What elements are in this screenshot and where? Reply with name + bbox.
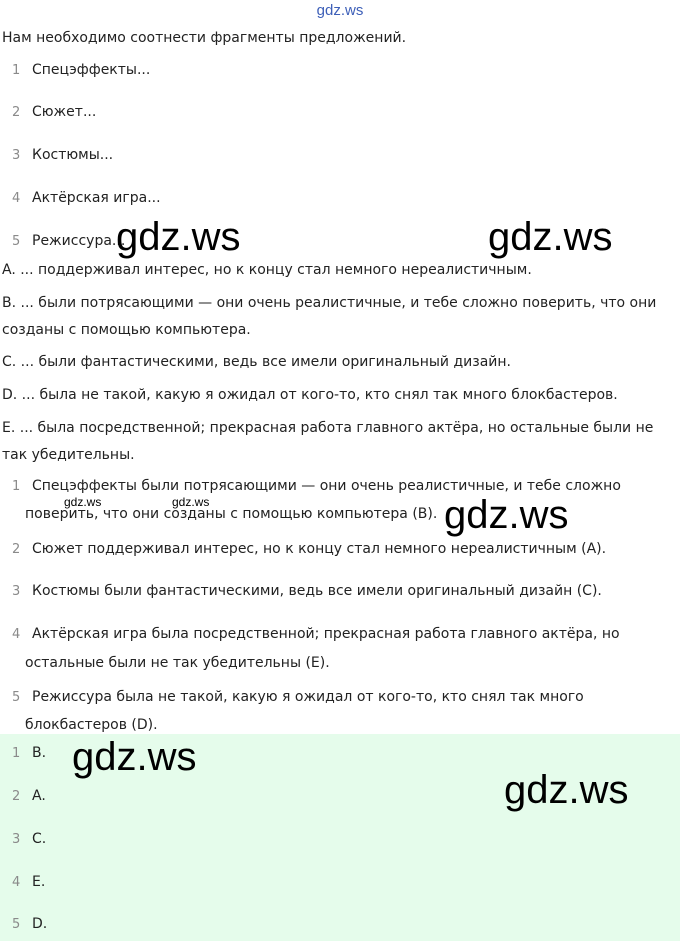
answer-line: поверить, что они созданы с помощью компьютера (B). <box>25 506 438 522</box>
watermark: gdz.ws <box>488 215 613 259</box>
watermark-small: gdz.ws <box>172 495 210 509</box>
question-number: 1 <box>12 63 21 78</box>
option-d: D. ... была не такой, какую я ожидал от кого-то, кто снял так много блокбастеров. <box>2 387 618 403</box>
option-a: A. ... поддерживал интерес, но к концу стал немного нереалистичным. <box>2 262 532 278</box>
watermark-small: gdz.ws <box>64 495 102 509</box>
question-text: Костюмы... <box>32 147 114 163</box>
answer-line: Костюмы были фантастическими, ведь все имели оригинальный дизайн (C). <box>32 583 602 599</box>
watermark: gdz.ws <box>504 768 629 812</box>
question-text: Актёрская игра... <box>32 190 161 206</box>
key-letter: A. <box>32 788 46 804</box>
key-letter: D. <box>32 916 48 932</box>
watermark: gdz.ws <box>72 735 197 779</box>
question-text: Сюжет... <box>32 104 97 120</box>
key-number: 3 <box>12 832 21 847</box>
answer-number: 5 <box>12 690 21 705</box>
answer-line: блокбастеров (D). <box>25 717 158 733</box>
key-number: 2 <box>12 789 21 804</box>
intro-text: Нам необходимо соотнести фрагменты предложений. <box>2 30 407 46</box>
option-c: C. ... были фантастическими, ведь все имели оригинальный дизайн. <box>2 354 511 370</box>
question-number: 2 <box>12 105 21 120</box>
option-b: B. ... были потрясающими — они очень реалистичные, и тебе сложно поверить, что они созданы с помощью компьютера. <box>2 295 657 338</box>
answer-line: остальные были не так убедительны (E). <box>25 655 330 671</box>
top-watermark: gdz.ws <box>316 2 364 19</box>
question-text: Режиссура... <box>32 233 126 249</box>
option-e: E. ... была посредственной; прекрасная работа главного актёра, но остальные были не так убедительны. <box>2 420 654 463</box>
answer-line: Актёрская игра была посредственной; прекрасная работа главного актёра, но <box>32 626 620 642</box>
key-number: 5 <box>12 917 21 932</box>
answer-line: Спецэффекты были потрясающими — они очень реалистичные, и тебе сложно <box>32 478 621 494</box>
answer-line: Сюжет поддерживал интерес, но к концу стал немного нереалистичным (A). <box>32 541 607 557</box>
key-number: 4 <box>12 875 21 890</box>
question-number: 5 <box>12 234 21 249</box>
answer-number: 1 <box>12 479 21 494</box>
watermark: gdz.ws <box>116 215 241 259</box>
answer-number: 2 <box>12 542 21 557</box>
key-number: 1 <box>12 746 21 761</box>
question-text: Спецэффекты... <box>32 62 151 78</box>
key-letter: E. <box>32 874 46 890</box>
key-letter: C. <box>32 831 47 847</box>
answer-line: Режиссура была не такой, какую я ожидал от кого-то, кто снял так много <box>32 689 584 705</box>
question-number: 4 <box>12 191 21 206</box>
watermark: gdz.ws <box>444 493 569 537</box>
answer-number: 3 <box>12 584 21 599</box>
answer-number: 4 <box>12 627 21 642</box>
question-number: 3 <box>12 148 21 163</box>
key-letter: B. <box>32 745 47 761</box>
